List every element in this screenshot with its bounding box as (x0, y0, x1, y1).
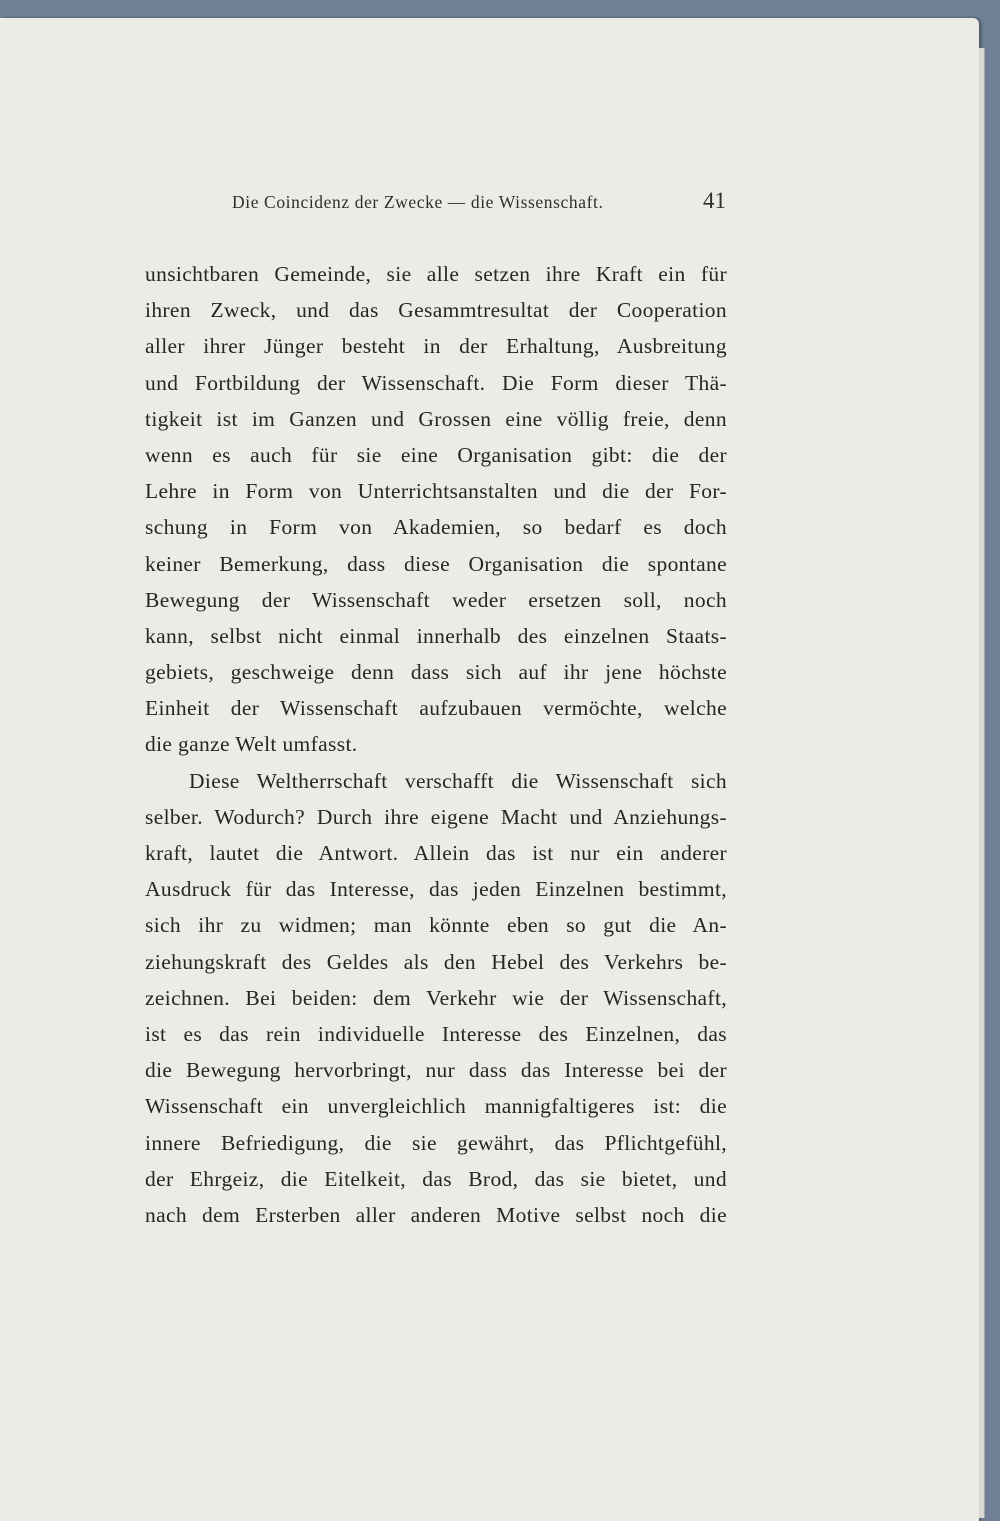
page-number: 41 (703, 188, 726, 213)
text-line: keiner Bemerkung, dass diese Organisation die spontane (145, 551, 727, 576)
paragraph (145, 763, 727, 1233)
text-line: kann, selbst nicht einmal innerhalb des einzelnen Staats- (145, 623, 727, 648)
text-line: unsichtbaren Gemeinde, sie alle setzen ihre Kraft ein für (145, 262, 727, 286)
text-line: sich ihr zu widmen; man könnte eben so gut die An- (145, 913, 727, 938)
running-title: Die Coincidenz der Zwecke — die Wissenschaft. (232, 192, 604, 212)
text-line: Ausdruck für das Interesse, das jeden Einzelnen bestimmt, (145, 877, 727, 902)
text-line: ihren Zweck, und das Gesammtresultat der Cooperation (145, 298, 727, 323)
text-line: aller ihrer Jünger besteht in der Erhaltung, Ausbreitung (145, 334, 727, 359)
paragraph (145, 256, 727, 763)
text-line: Einheit der Wissenschaft aufzubauen vermöchte, welche (145, 696, 727, 721)
text-line: Wissenschaft ein unvergleichlich mannigfaltigeres ist: die (145, 1094, 727, 1119)
book-page (0, 18, 979, 1521)
text-line: Diese Weltherrschaft verschafft die Wissenschaft sich (189, 768, 727, 793)
text-line: selber. Wodurch? Durch ihre eigene Macht und Anziehungs- (145, 804, 727, 829)
text-line: kraft, lautet die Antwort. Allein das ist nur ein anderer (145, 841, 727, 865)
body-text (145, 256, 727, 1233)
text-line: Bewegung der Wissenschaft weder ersetzen soll, noch (145, 587, 727, 612)
text-line: die Bewegung hervorbringt, nur dass das Interesse bei der (145, 1058, 727, 1083)
text-line: und Fortbildung der Wissenschaft. Die Form dieser Thä- (145, 370, 727, 395)
text-line: Lehre in Form von Unterrichtsanstalten und die der For- (145, 479, 727, 504)
text-line: gebiets, geschweige denn dass sich auf ihr jene höchste (145, 660, 727, 685)
text-line: tigkeit ist im Ganzen und Grossen eine völlig freie, denn (145, 406, 727, 431)
text-line: innere Befriedigung, die sie gewährt, das Pflichtgefühl, (145, 1130, 727, 1155)
text-line: die ganze Welt umfasst. (145, 732, 358, 757)
text-line: nach dem Ersterben aller anderen Motive selbst noch die (145, 1202, 727, 1227)
text-line: schung in Form von Akademien, so bedarf es doch (145, 515, 727, 540)
text-line: zeichnen. Bei beiden: dem Verkehr wie der Wissenschaft, (145, 985, 727, 1010)
page-header (232, 188, 730, 218)
text-line: ziehungskraft des Geldes als den Hebel des Verkehrs be- (145, 949, 727, 974)
text-line: wenn es auch für sie eine Organisation gibt: die der (145, 442, 727, 467)
text-line: ist es das rein individuelle Interesse des Einzelnen, das (145, 1021, 727, 1046)
text-line: der Ehrgeiz, die Eitelkeit, das Brod, das sie bietet, und (145, 1166, 727, 1191)
